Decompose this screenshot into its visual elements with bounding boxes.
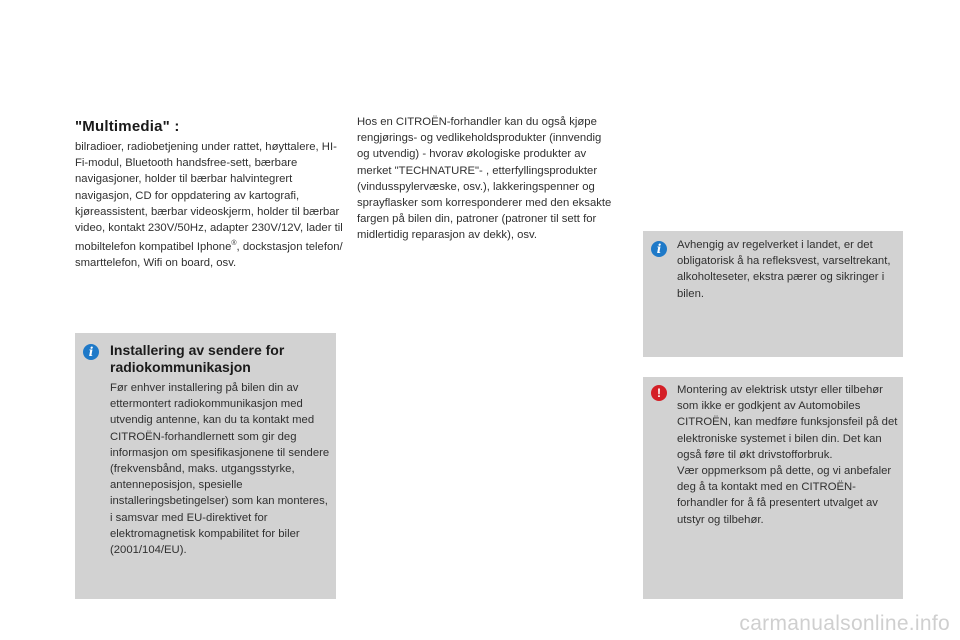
mandatory-equipment-box (643, 231, 903, 357)
warning-text-block (677, 382, 901, 528)
info-icon: i (83, 344, 99, 360)
recommendation-text: Vær oppmerksom på dette, og vi anbefaler deg å ta kontakt med en CITROËN-forhandler for å få presentert utvalget av utstyr og tilbehør. (677, 465, 892, 526)
multimedia-heading: "Multimedia" : (75, 118, 180, 135)
registered-mark: ® (231, 240, 237, 248)
warning-icon: ! (651, 385, 667, 401)
electrical-equipment-warning-box (643, 377, 903, 599)
radio-installation-box (75, 333, 336, 599)
warning-text: Montering av elektrisk utstyr eller tilbehør som ikke er godkjent av Automobiles CITROËN, kan medføre funksjonsfeil på det elektroniske systemet i bilen din. Det kan også føre til økt drivstofforbruk. (677, 384, 898, 461)
multimedia-text-main: bilradioer, radiobetjening under rattet, høyttalere, HI-Fi-modul, Bluetooth handsfree-sett, bærbare navigasjoner, holder til bærbar halvintegrert navigasjon, CD for oppdatering av kartografi, kjøreassistent, bærbar videoskjerm, holder til bærbar video, kontakt 230V/50Hz, adapter 230V/12V, lader til mobiltelefon kompatibel Iphone (75, 141, 343, 253)
watermark: carmanualsonline.info (739, 612, 950, 635)
radio-installation-title: Installering av sendere for radiokommunikasjon (110, 342, 285, 375)
multimedia-accessories-text (75, 139, 350, 271)
cleaning-products-text: Hos en CITROËN-forhandler kan du også kjøpe rengjørings- og vedlikeholdsprodukter (innvendig og utvendig) - hvorav økologiske produkter av merket "TECHNATURE"- , etterfyllingsprodukter (vindusspylervæske, osv.), lakkeringspenner og sprayflasker som korresponderer med den eksakte fargen på bilen din, patroner (patroner til sett for midlertidig reparasjon av dekk), osv. (357, 116, 612, 242)
info-icon: i (651, 241, 667, 257)
multimedia-text-end: , dockstasjon telefon/ smarttelefon, Wifi on board, osv. (75, 240, 343, 270)
radio-installation-text: Før enhver installering på bilen din av ettermontert radiokommunikasjon med utvendig antenne, kan du ta kontakt med CITROËN-forhandlernett som gir deg informasjon om spesifikasjonene til sendere (frekvensbånd, maks. utgangsstyrke, antenneposisjon, spesielle installeringsbetingelser) som kan monteres, i samsvar med EU-direktivet for elektromagnetisk kompabilitet for biler (2001/104/EU). (110, 382, 330, 557)
mandatory-equipment-text: Avhengig av regelverket i landet, er det obligatorisk å ha refleksvest, varseltrekant, alkoholteseter, ekstra pærer og sikringer i bilen. (677, 239, 891, 300)
